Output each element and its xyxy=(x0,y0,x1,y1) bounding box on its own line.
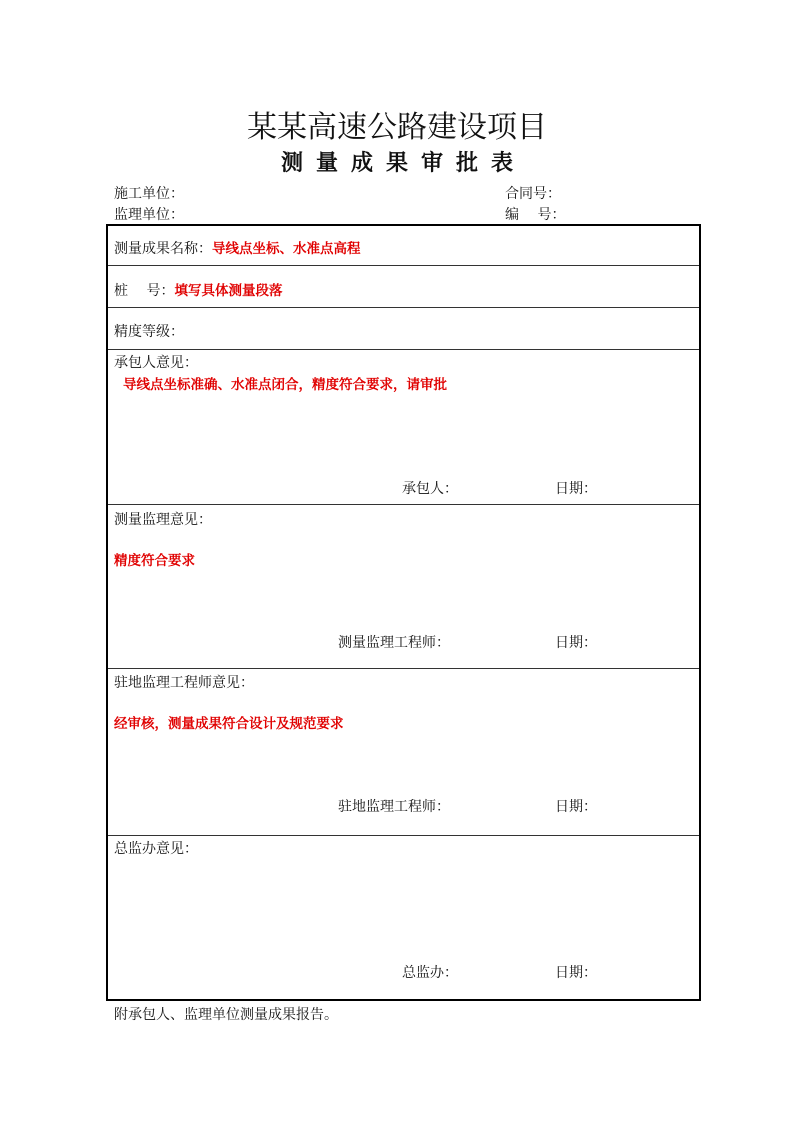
resident-supervisor-opinion-label: 驻地监理工程师意见： xyxy=(114,675,254,691)
chief-supervisor-signer-label: 总监办： xyxy=(402,965,458,981)
form-title: 测量成果审批表 xyxy=(280,151,526,176)
chief-supervisor-date-label: 日期： xyxy=(555,965,597,981)
survey-supervisor-opinion-text[interactable]: 精度符合要求 xyxy=(114,553,195,569)
precision-label: 精度等级： xyxy=(114,324,184,340)
document-title: 某某高速公路建设项目 xyxy=(247,110,547,145)
result-name-label: 测量成果名称： xyxy=(114,241,212,257)
survey-supervisor-opinion-label: 测量监理意见： xyxy=(114,512,212,528)
contractor-date-label: 日期： xyxy=(555,481,597,497)
row-divider xyxy=(108,504,699,505)
resident-supervisor-date-label: 日期： xyxy=(555,799,597,815)
pile-no-value[interactable]: 填写具体测量段落 xyxy=(174,283,283,299)
contractor-signer-label: 承包人： xyxy=(402,481,458,497)
contractor-opinion-label: 承包人意见： xyxy=(114,355,198,371)
pile-no-field xyxy=(114,279,282,300)
construction-unit-label: 施工单位： xyxy=(114,186,184,202)
resident-supervisor-signer-label: 驻地监理工程师： xyxy=(338,799,450,815)
survey-supervisor-signer-label: 测量监理工程师： xyxy=(338,635,450,651)
approval-table xyxy=(106,224,701,1001)
survey-supervisor-date-label: 日期： xyxy=(555,635,597,651)
row-divider xyxy=(108,349,699,350)
result-name-field xyxy=(114,237,361,258)
chief-supervisor-opinion-label: 总监办意见： xyxy=(114,841,198,857)
result-name-value[interactable]: 导线点坐标、水准点高程 xyxy=(212,241,361,257)
contractor-opinion-text[interactable]: 导线点坐标准确、水准点闭合，精度符合要求，请审批 xyxy=(123,377,447,393)
serial-no-label: 编 号： xyxy=(505,207,566,223)
row-divider xyxy=(108,835,699,836)
supervision-unit-label: 监理单位： xyxy=(114,207,184,223)
row-divider xyxy=(108,307,699,308)
pile-no-label: 桩 号： xyxy=(114,283,175,299)
row-divider xyxy=(108,265,699,266)
resident-supervisor-opinion-text[interactable]: 经审核，测量成果符合设计及规范要求 xyxy=(114,716,344,732)
footer-note: 附承包人、监理单位测量成果报告。 xyxy=(114,1007,338,1023)
contract-no-label: 合同号： xyxy=(505,186,561,202)
row-divider xyxy=(108,668,699,669)
